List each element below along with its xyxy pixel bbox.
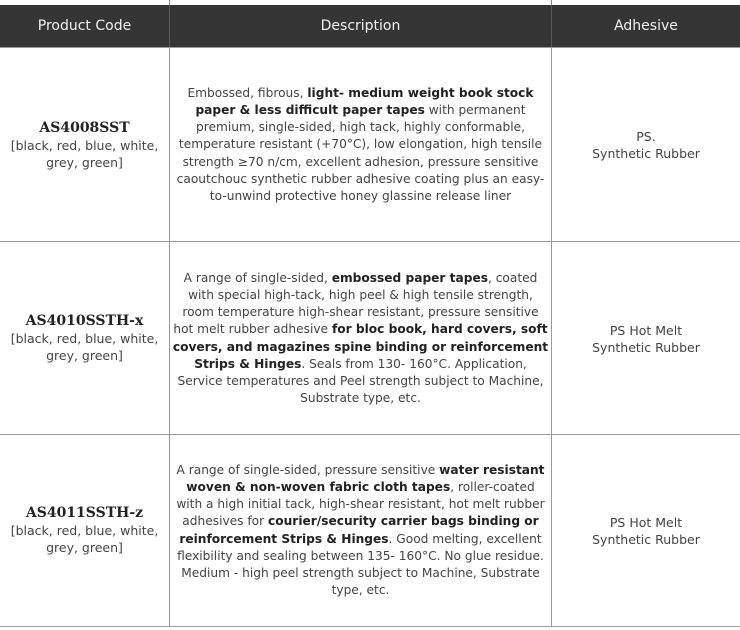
adhesive-base: Synthetic Rubber <box>592 146 700 161</box>
description-run: with permanent premium, single-sided, high tack, highly conformable, temperature resistant (+70°C), low elongation, high tensile strength ≥70 n/cm, excellent adhesion, pressure sensitive caoutchouc synthetic rubber adhesive coating plus an easy-to-unwind protective honey glassine release liner <box>176 102 545 203</box>
description-run: , roller-coated with a high initial tack, high-shear resistant, hot melt rubber adhesives for <box>176 479 545 529</box>
product-colors: [black, red, blue, white, grey, green] <box>10 137 159 170</box>
table-bottom-border <box>0 626 740 627</box>
description-text <box>173 270 549 408</box>
product-code-cell <box>0 48 169 242</box>
adhesive-type: PS Hot Melt <box>609 514 683 530</box>
product-colors: [black, red, blue, white, grey, green] <box>10 523 159 555</box>
adhesive-cell <box>552 48 740 242</box>
header-description: Description <box>320 18 401 34</box>
product-code-cell <box>0 242 169 435</box>
table-row <box>0 241 740 435</box>
description-run: Embossed, fibrous, <box>187 85 308 100</box>
product-code: AS4008SST <box>39 119 130 136</box>
product-code: AS4011SSTH-z <box>25 505 144 521</box>
description-run: A range of single-sided, <box>183 270 332 285</box>
adhesive-cell <box>552 242 740 435</box>
adhesive-type: PS. <box>636 129 656 144</box>
product-colors: [black, red, blue, white, grey, green] <box>10 331 159 363</box>
description-cell <box>170 242 551 435</box>
header-adhesive: Adhesive <box>614 18 678 34</box>
description-cell <box>170 48 551 242</box>
table-header <box>0 5 740 47</box>
header-product-code: Product Code <box>37 18 132 34</box>
product-code: AS4010SSTH-x <box>25 313 144 329</box>
adhesive-base: Synthetic Rubber <box>592 339 700 355</box>
description-run: . Seals from 130- 160°C. Application, Service temperatures and Peel strength subject to Machine, Substrate type, etc. <box>177 356 544 406</box>
description-bold-run: light- medium weight book stock paper & less difficult paper tapes <box>195 85 534 117</box>
description-bold-run: courier/security carrier bags binding or reinforcement Strips & Hinges <box>179 514 539 546</box>
description-bold-run: embossed paper tapes <box>331 270 488 285</box>
description-bold-run: for bloc book, hard covers, soft covers, and magazines spine binding or reinforcement Strips & Hinges <box>172 322 549 371</box>
description-cell <box>170 435 551 626</box>
adhesive-cell <box>552 435 740 626</box>
table-row <box>0 47 740 242</box>
description-text <box>173 462 549 600</box>
product-code-cell <box>0 435 169 626</box>
description-run: A range of single-sided, pressure sensitive <box>176 462 440 477</box>
description-run: . Good melting, excellent flexibility and sealing between 135- 160°C. No glue residue. Medium - high peel strength subject to Machine, Substrate type, etc. <box>177 531 544 598</box>
table-row <box>0 434 740 626</box>
description-run: , coated with special high-tack, high peel & high tensile strength, room temperature high-shear resistant, pressure sensitive hot melt rubber adhesive <box>173 270 539 337</box>
description-bold-run: water resistant woven & non-woven fabric cloth tapes <box>186 462 545 494</box>
description-text <box>177 85 545 205</box>
adhesive-base: Synthetic Rubber <box>592 531 700 547</box>
adhesive-type: PS Hot Melt <box>609 322 683 338</box>
